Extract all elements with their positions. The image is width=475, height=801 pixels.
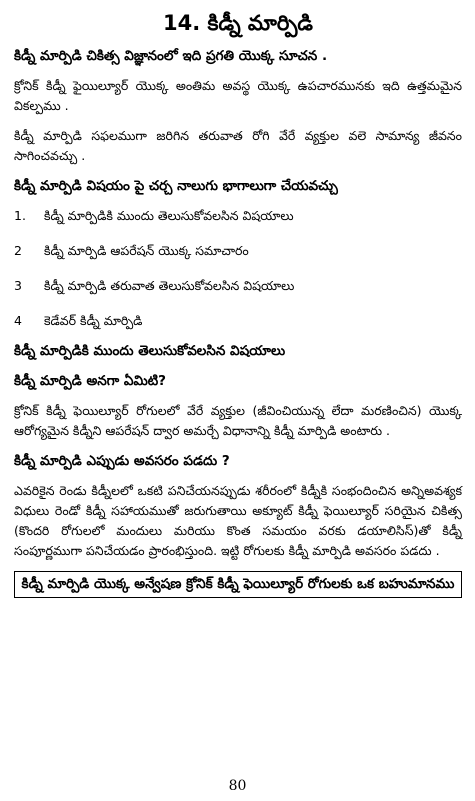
list-item	[14, 311, 462, 331]
list-item-number: 2	[14, 243, 22, 258]
answer-paragraph-1: క్రోనిక్ కిడ్నీ ఫెయిల్యూర్ రోగులలో వేరే వ్యక్తుల (జీవించియున్న లేదా మరణించిన) యొక్క ఆరోగ్యమైన కిడ్నీని ఆపరేషన్ ద్వార అమర్చే విధానాన్ని కిడ్నీ మార్పిడి అంటారు .	[14, 403, 462, 438]
question-heading-2: కిడ్నీ మార్పిడి ఎప్పుడు అవసరం పడదు ?	[14, 453, 230, 469]
highlight-box: కిడ్నీ మార్పిడి యొక్క అన్వేషణ క్రోనిక్ కిడ్నీ ఫెయిల్యూర్ రోగులకు ఒక బహుమానము	[14, 571, 462, 598]
chapter-title: 14. కిడ్నీ మార్పిడి	[163, 11, 313, 35]
list-item	[14, 241, 462, 261]
list-item	[14, 206, 462, 226]
intro-heading: కిడ్నీ మార్పిడి చికిత్స విజ్ఞానంలో ఇది ప్రగతి యొక్క సూచన .	[14, 48, 328, 64]
answer-paragraph-2: ఎవరికైన రెండు కిడ్నీలలో ఒకటి పనిచేయనప్పుడు శరీరంలో కిడ్నీకి సంభందించిన అన్నిఅవశ్యక విధులు రెండో కిడ్నీ సహాయముతో జరుగుతాయి అక్యూట్ కిడ్నీ ఫెయిల్యూర్ సరియైన చికిత్స (కొందరి రోగులలో మందులు మరియు కొంత సమయం వరకు డయాలిసిస్)తో కిడ్నీ సంపూర్ణముగా పనిచేయడం ప్రారంభిస్తుంది. ఇట్టి రోగులకు కిడ్నీ మార్పిడి అవసరం పడదు .	[14, 483, 462, 558]
list-item	[14, 276, 462, 296]
topics-list	[14, 206, 462, 331]
list-item-text: కిడ్నీ మార్పిడి ఆపరేషన్ యొక్క సమాచారం	[44, 243, 249, 258]
list-item-text: కిడ్నీ మార్పిడి తరువాత తెలుసుకోవలసిన విషయాలు	[44, 278, 295, 293]
list-item-number: 1.	[14, 208, 26, 223]
document-page	[14, 8, 462, 598]
list-item-number: 4	[14, 313, 22, 328]
intro-paragraph-1: క్రోనిక్ కిడ్నీ ఫైయిల్యూర్ యొక్క అంతిమ అవస్థ యొక్క ఉపచారమునకు ఇది ఉత్తమమైన వికల్పము .	[14, 78, 462, 113]
list-item-text: కిడ్నీ మార్పిడికి ముందు తెలుసుకోవలసిన విషయాలు	[44, 208, 294, 223]
list-item-number: 3	[14, 278, 22, 293]
list-item-text: కెడేవర్ కిడ్నీ మార్పిడి	[44, 313, 143, 328]
section-heading: కిడ్నీ మార్పిడికి ముందు తెలుసుకోవలసిన విషయాలు	[14, 343, 286, 359]
page-number: 80	[228, 778, 247, 794]
intro-paragraph-2: కిడ్నీ మార్పిడి సఫలముగా జరిగిన తరువాత రోగి వేరే వ్యక్తుల వలె సామాన్య జీవనం సాగించవచ్చు .	[14, 128, 462, 163]
discussion-heading: కిడ్నీ మార్పిడి విషయం పై చర్చ నాలుగు భాగాలుగా చేయవచ్చు	[14, 178, 338, 194]
question-heading-1: కిడ్నీ మార్పిడి అనగా ఏమిటి?	[14, 373, 167, 389]
